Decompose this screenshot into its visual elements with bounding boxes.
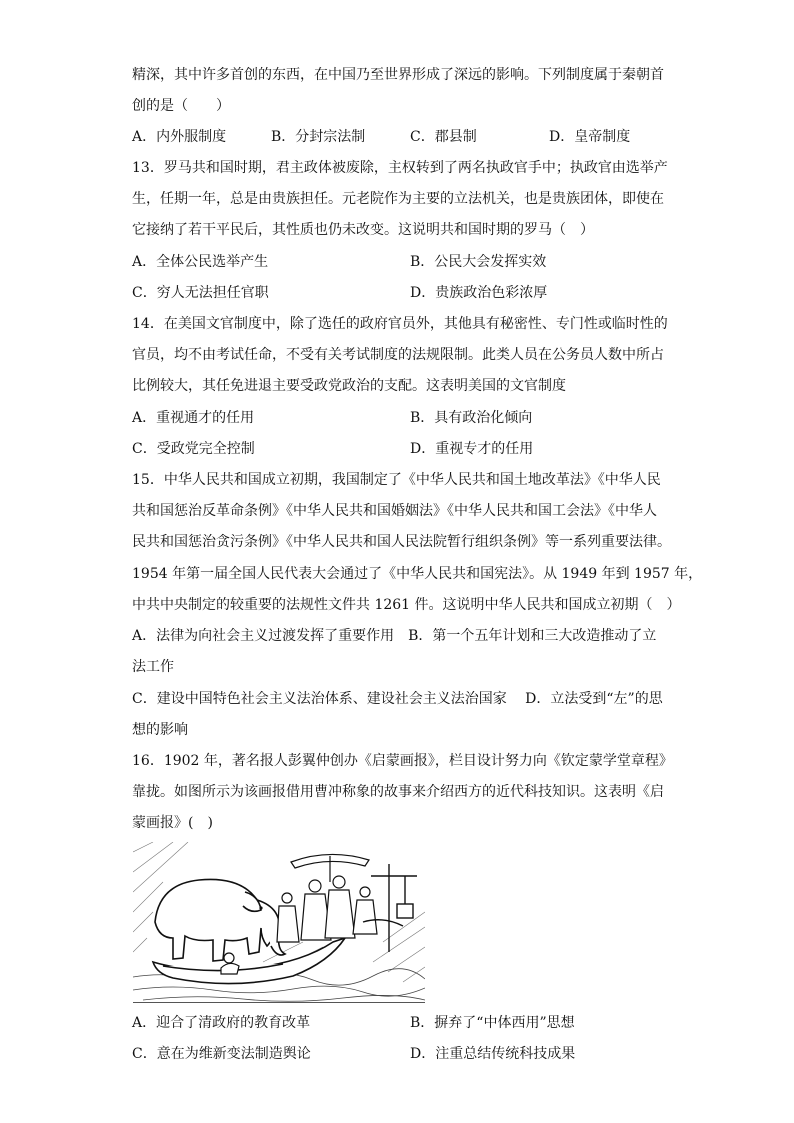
q16-option-b[interactable]: B．摒弃了“中体西用”思想	[410, 1015, 575, 1031]
q14-option-a[interactable]: A．重视通才的任用	[132, 410, 255, 426]
q13-option-b[interactable]: B．公民大会发挥实效	[410, 254, 547, 270]
q13-option-c[interactable]: C．穷人无法担任官职	[132, 285, 269, 301]
q14-option-b[interactable]: B．具有政治化倾向	[410, 410, 533, 426]
q13-stem-line-2: 生，任期一年，总是由贵族担任。元老院作为主要的立法机关，也是贵族团体，即使在	[132, 191, 664, 207]
q16-stem-line-1: 16．1902 年，著名报人彭翼仲创办《启蒙画报》，栏目设计努力向《钦定蒙学堂章程》	[132, 753, 673, 769]
q14-option-d[interactable]: D．重视专才的任用	[410, 441, 534, 457]
q14-stem-line-1: 14．在美国文官制度中，除了选任的政府官员外，其他具有秘密性、专门性或临时性的	[132, 316, 668, 332]
q12-option-a[interactable]: A．内外服制度	[132, 129, 227, 145]
q14-stem-line-2: 官员，均不由考试任命，不受有关考试制度的法规限制。此类人员在公务员人数中所占	[132, 347, 664, 363]
q16-option-d[interactable]: D．注重总结传统科技成果	[410, 1046, 576, 1062]
q14-stem-line-3: 比例较大，其任免进退主要受政党政治的支配。这表明美国的文官制度	[132, 378, 566, 394]
intro-line-2: 创的是（ ）	[132, 98, 230, 114]
q14-option-c[interactable]: C．受政党完全控制	[132, 441, 255, 457]
q13-option-a[interactable]: A．全体公民选举产生	[132, 254, 269, 270]
q15-option-line-1[interactable]: A．法律为向社会主义过渡发挥了重要作用 B．第一个五年计划和三大改造推动了立	[132, 628, 657, 644]
q15-option-line-3[interactable]: C．建设中国特色社会主义法治体系、建设社会主义法治国家 D．立法受到“左”的思	[132, 691, 663, 707]
q16-stem-line-2: 靠拢。如图所示为该画报借用曹冲称象的故事来介绍西方的近代科技知识。这表明《启	[132, 784, 664, 800]
q15-stem-line-2: 共和国惩治反革命条例》《中华人民共和国婚姻法》《中华人民共和国工会法》《中华人	[132, 503, 657, 519]
intro-line-1: 精深，其中许多首创的东西，在中国乃至世界形成了深远的影响。下列制度属于秦朝首	[132, 67, 664, 83]
q15-stem-line-3: 民共和国惩治贪污条例》《中华人民共和国人民法院暂行组织条例》等一系列重要法律。	[132, 534, 671, 550]
q15-stem-line-1: 15．中华人民共和国成立初期，我国制定了《中华人民共和国土地改革法》《中华人民	[132, 472, 661, 488]
q15-option-line-4[interactable]: 想的影响	[132, 722, 188, 738]
elephant-weighing-illustration	[133, 842, 425, 1003]
q16-option-a[interactable]: A．迎合了清政府的教育改革	[132, 1015, 311, 1031]
q13-stem-line-3: 它接纳了若干平民后，其性质也仍未改变。这说明共和国时期的罗马（ ）	[132, 222, 594, 238]
q12-option-b[interactable]: B．分封宗法制	[271, 129, 366, 145]
illustration-drawing	[133, 842, 425, 1002]
q15-stem-line-4: 1954 年第一届全国人民代表大会通过了《中华人民共和国宪法》。从 1949 年到 1957 年，	[132, 566, 703, 582]
q13-stem-line-1: 13．罗马共和国时期，君主政体被废除，主权转到了两名执政官手中；执政官由选举产	[132, 160, 668, 176]
q16-option-c[interactable]: C．意在为维新变法制造舆论	[132, 1046, 311, 1062]
q12-option-d[interactable]: D．皇帝制度	[549, 129, 631, 145]
q12-option-c[interactable]: C．郡县制	[410, 129, 477, 145]
q15-stem-line-5: 中共中央制定的较重要的法规性文件共 1261 件。这说明中华人民共和国成立初期（ ）	[132, 597, 681, 613]
q13-option-d[interactable]: D．贵族政治色彩浓厚	[410, 285, 548, 301]
q16-stem-line-3: 蒙画报》( )	[132, 815, 213, 831]
q15-option-line-2[interactable]: 法工作	[132, 659, 174, 675]
